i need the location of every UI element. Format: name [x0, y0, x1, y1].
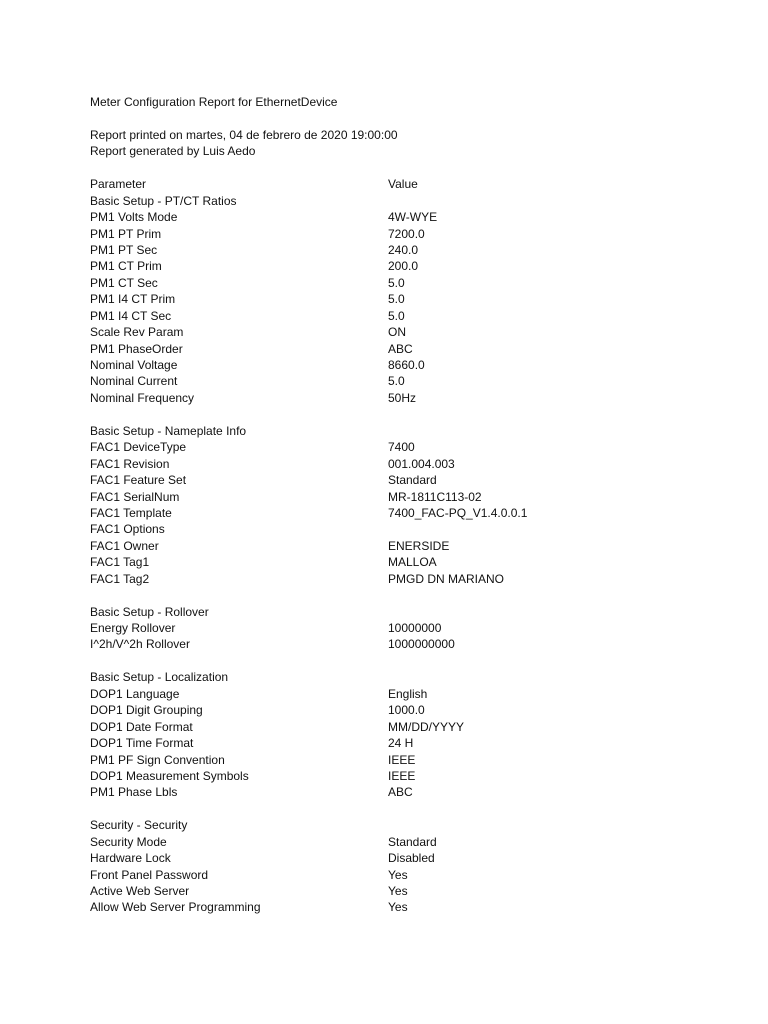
parameter-name: Scale Rev Param: [90, 325, 184, 340]
parameter-value: English: [388, 686, 428, 701]
parameter-name: PM1 Phase Lbls: [90, 785, 178, 800]
parameter-name: Allow Web Server Programming: [90, 900, 261, 915]
report-title: Meter Configuration Report for EthernetDevice: [90, 95, 338, 109]
section-title: Basic Setup - Rollover: [90, 604, 209, 619]
parameter-name: Security Mode: [90, 834, 167, 849]
parameter-row: [90, 686, 730, 702]
parameter-row: [90, 341, 730, 357]
parameter-name: Hardware Lock: [90, 851, 171, 866]
parameter-row: [90, 324, 730, 340]
parameter-value: ON: [388, 325, 406, 340]
parameter-name: FAC1 DeviceType: [90, 440, 187, 455]
parameter-value: 5.0: [388, 275, 405, 290]
report-author: Report generated by Luis Aedo: [90, 144, 256, 159]
parameter-row: [90, 702, 730, 718]
table-header: [90, 176, 730, 192]
report-section: [90, 669, 730, 801]
parameter-value: MM/DD/YYYY: [388, 719, 465, 734]
parameter-row: [90, 439, 730, 455]
parameter-value: ABC: [388, 785, 413, 800]
parameter-row: [90, 784, 730, 800]
parameter-name: PM1 CT Prim: [90, 259, 162, 274]
parameter-row: [90, 226, 730, 242]
parameter-name: Nominal Voltage: [90, 358, 178, 372]
parameter-row: [90, 850, 730, 866]
parameter-row: [90, 636, 730, 652]
parameter-name: DOP1 Time Format: [90, 736, 194, 751]
parameter-row: [90, 308, 730, 324]
parameter-value: ABC: [388, 341, 413, 356]
parameter-row: [90, 489, 730, 505]
parameter-name: PM1 I4 CT Prim: [90, 292, 176, 307]
parameter-name: FAC1 Tag2: [90, 571, 150, 586]
parameter-value: Disabled: [388, 851, 435, 866]
spacer: [90, 406, 730, 422]
parameter-name: PM1 I4 CT Sec: [90, 308, 172, 323]
parameter-row: [90, 390, 730, 406]
parameter-name: FAC1 Owner: [90, 538, 159, 553]
parameter-value: 24 H: [388, 736, 414, 751]
parameter-row: [90, 752, 730, 768]
parameter-row: [90, 242, 730, 258]
parameter-row: [90, 719, 730, 735]
parameter-value: 200.0: [388, 259, 419, 274]
section-title: Basic Setup - Localization: [90, 670, 229, 685]
parameter-name: FAC1 Template: [90, 505, 172, 520]
parameter-value: Yes: [388, 900, 408, 915]
parameter-row: [90, 521, 730, 537]
parameter-name: FAC1 Options: [90, 522, 165, 537]
report-section: [90, 423, 730, 587]
parameter-value: PMGD DN MARIANO: [388, 571, 505, 586]
parameter-value: Standard: [388, 834, 437, 849]
parameter-name: DOP1 Date Format: [90, 719, 193, 734]
parameter-value: 5.0: [388, 292, 405, 307]
parameter-row: [90, 505, 730, 521]
parameter-row: [90, 258, 730, 274]
parameter-name: PM1 PT Prim: [90, 226, 162, 241]
parameter-name: Energy Rollover: [90, 621, 176, 635]
spacer: [90, 587, 730, 603]
parameter-row: [90, 538, 730, 554]
parameter-row: [90, 620, 730, 636]
parameter-name: FAC1 Tag1: [90, 555, 150, 570]
parameter-row: [90, 899, 730, 915]
parameter-value: MR-1811C113-02: [388, 489, 482, 504]
parameter-value: IEEE: [388, 768, 416, 783]
parameter-name: Active Web Server: [90, 884, 190, 898]
parameter-value: Yes: [388, 867, 408, 882]
parameter-name: FAC1 Feature Set: [90, 473, 187, 488]
parameter-name: PM1 PF Sign Convention: [90, 752, 225, 767]
report-printed-date: Report printed on martes, 04 de febrero de 2020 19:00:00: [90, 127, 398, 142]
parameter-row: [90, 472, 730, 488]
parameter-value: 001.004.003: [388, 456, 455, 471]
parameter-value: ENERSIDE: [388, 538, 450, 553]
report-sections: [90, 193, 730, 916]
spacer: [90, 110, 730, 126]
parameter-row: [90, 883, 730, 899]
parameter-value: 8660.0: [388, 358, 425, 372]
parameter-value: 240.0: [388, 242, 419, 257]
report-page: [90, 94, 730, 916]
parameter-value: 10000000: [388, 621, 442, 635]
spacer: [90, 160, 730, 176]
section-title: Basic Setup - Nameplate Info: [90, 423, 247, 438]
parameter-name: PM1 CT Sec: [90, 275, 158, 290]
report-section: [90, 193, 730, 407]
parameter-value: 5.0: [388, 308, 405, 323]
section-title: Basic Setup - PT/CT Ratios: [90, 193, 237, 208]
spacer: [90, 801, 730, 817]
value-column-header: Value: [388, 177, 418, 192]
parameter-value: 5.0: [388, 374, 405, 389]
parameter-row: [90, 768, 730, 784]
parameter-value: 4W-WYE: [388, 210, 438, 225]
parameter-name: Nominal Current: [90, 374, 178, 389]
parameter-value: MALLOA: [388, 555, 437, 570]
report-section: [90, 604, 730, 653]
parameter-value: 7200.0: [388, 226, 425, 241]
parameter-value: 1000000000: [388, 637, 455, 652]
parameter-row: [90, 275, 730, 291]
parameter-row: [90, 373, 730, 389]
parameter-name: FAC1 Revision: [90, 456, 170, 471]
parameter-name: Nominal Frequency: [90, 390, 195, 405]
parameter-value: 50Hz: [388, 390, 417, 405]
section-title: Security - Security: [90, 818, 188, 833]
parameter-row: [90, 735, 730, 751]
parameter-value: Yes: [388, 884, 408, 898]
parameter-name: PM1 PT Sec: [90, 242, 158, 257]
parameter-row: [90, 209, 730, 225]
parameter-name: DOP1 Digit Grouping: [90, 703, 203, 718]
parameter-row: [90, 456, 730, 472]
parameter-name: DOP1 Measurement Symbols: [90, 768, 249, 783]
report-section: [90, 817, 730, 916]
parameter-name: FAC1 SerialNum: [90, 489, 180, 504]
parameter-name: DOP1 Language: [90, 686, 180, 701]
parameter-value: 7400_FAC-PQ_V1.4.0.0.1: [388, 505, 528, 520]
parameter-value: 1000.0: [388, 703, 425, 718]
parameter-value: 7400: [388, 440, 415, 455]
parameter-row: [90, 357, 730, 373]
parameter-name: I^2h/V^2h Rollover: [90, 637, 190, 652]
parameter-value: Standard: [388, 473, 437, 488]
parameter-row: [90, 554, 730, 570]
parameter-value: IEEE: [388, 752, 416, 767]
spacer: [90, 653, 730, 669]
parameter-row: [90, 571, 730, 587]
parameter-row: [90, 834, 730, 850]
parameter-row: [90, 867, 730, 883]
parameter-name: PM1 Volts Mode: [90, 210, 178, 225]
parameter-name: PM1 PhaseOrder: [90, 341, 183, 356]
parameter-column-header: Parameter: [90, 177, 147, 192]
parameter-row: [90, 291, 730, 307]
parameter-name: Front Panel Password: [90, 867, 209, 882]
